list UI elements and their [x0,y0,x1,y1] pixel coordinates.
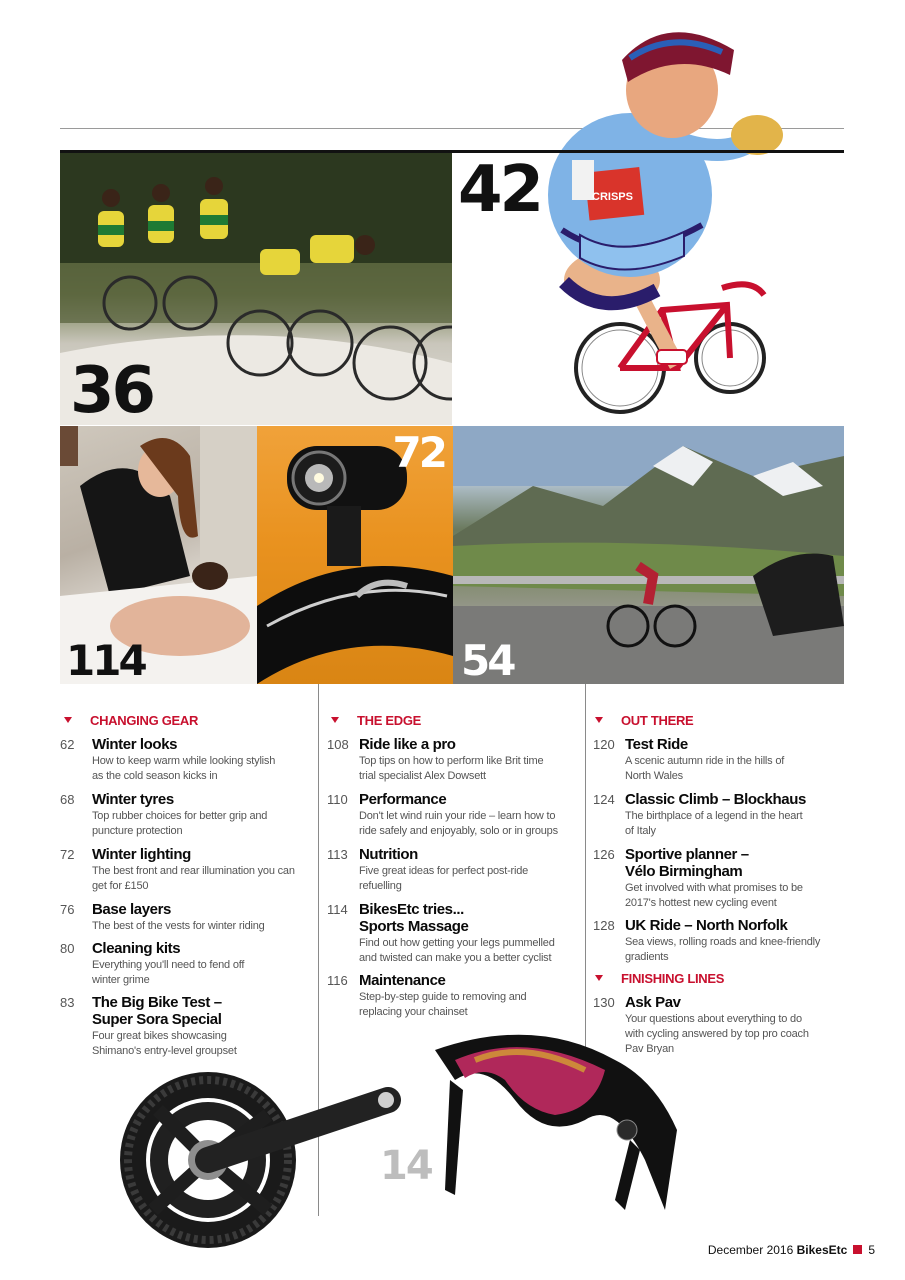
section-heading-out-there: OUT THERE [595,713,693,728]
page-footer [708,1243,875,1257]
photo-mountain-road [453,426,844,684]
entry-page-number: 110 [327,792,348,807]
entry-description: Pav Bryan [625,1043,674,1055]
page-number-54: 54 [461,636,514,684]
entry-description: replacing your chainset [359,1006,468,1018]
entry-description: Five great ideas for perfect post-ride [359,865,529,877]
entry-description: Get involved with what promises to be [625,882,803,894]
chainset-image [118,1060,408,1260]
entry-description: winter grime [92,974,150,986]
entry-description: A scenic autumn ride in the hills of [625,755,785,767]
photo-sports-massage [60,426,257,684]
crisps-label: CRISPS [592,191,633,203]
entry-title: Base layers [92,901,172,918]
entry-page-number: 113 [327,847,348,862]
entry-description: puncture protection [92,825,183,837]
entry-description: Your questions about everything to do [625,1013,802,1025]
entry-description: The best front and rear illumination you can [92,865,295,877]
entry-page-number: 62 [60,737,75,752]
entry-description: North Wales [625,770,683,782]
entry-description: of Italy [625,825,656,837]
entry-page-number: 128 [593,918,615,933]
entry-description: and twisted can make you a better cyclist [359,952,552,964]
entry-title-line2: Vélo Birmingham [625,863,743,880]
chainset-drawing [118,1060,408,1260]
entry-description: as the cold season kicks in [92,770,218,782]
sunglasses-drawing [415,1020,685,1225]
red-square-icon [853,1245,862,1254]
page-number-36: 36 [70,354,154,425]
entry-page-number: 68 [60,792,75,807]
entry-title: Winter lighting [92,846,191,863]
footer-page-number: 5 [868,1243,875,1257]
entry-title: Maintenance [359,972,446,989]
triangle-bullet-icon [331,717,339,723]
section-heading-finishing-lines: FINISHING LINES [595,971,724,986]
entry-description: 2017's hottest new cycling event [625,897,777,909]
entry-page-number: 120 [593,737,615,752]
entry-description: Top rubber choices for better grip and [92,810,268,822]
entry-description: Four great bikes showcasing [92,1030,227,1042]
entry-title: UK Ride – North Norfolk [625,917,788,934]
entry-title: Winter tyres [92,791,174,808]
entry-description: Everything you'll need to fend off [92,959,245,971]
entry-page-number: 126 [593,847,615,862]
page-number-72: 72 [392,428,445,477]
entry-description: with cycling answered by top pro coach [625,1028,809,1040]
entry-page-number: 72 [60,847,75,862]
entry-description: How to keep warm while looking stylish [92,755,276,767]
triangle-bullet-icon [64,717,72,723]
entry-title: Sportive planner – [625,846,749,863]
entry-description: Step-by-step guide to removing and [359,991,527,1003]
entry-description: ride safely and enjoyably, solo or in groups [359,825,558,837]
page-number-114: 114 [66,636,145,684]
entry-title: The Big Bike Test – [92,994,222,1011]
page-number-14: 14 [380,1143,432,1189]
entry-title: Classic Climb – Blockhaus [625,791,806,808]
entry-description: get for £150 [92,880,149,892]
section-heading-the-edge: THE EDGE [331,713,421,728]
entry-title: Ask Pav [625,994,681,1011]
section-heading-changing-gear: CHANGING GEAR [64,713,198,728]
entry-description: Don't let wind ruin your ride – learn how to [359,810,556,822]
cartoon-cyclist-illustration [452,20,844,425]
entry-page-number: 116 [327,973,348,988]
photo-bike-light [257,426,453,684]
entry-title: BikesEtc tries... [359,901,464,918]
entry-description: The birthplace of a legend in the heart [625,810,803,822]
entry-page-number: 124 [593,792,615,807]
entry-description: Sea views, rolling roads and knee-friendly [625,936,821,948]
entry-description: gradients [625,951,669,963]
entry-title: Winter looks [92,736,178,753]
photo-cyclists-stretching [60,153,452,425]
entry-title: Cleaning kits [92,940,181,957]
entry-description: trial specialist Alex Dowsett [359,770,486,782]
triangle-bullet-icon [595,975,603,981]
entry-description: Top tips on how to perform like Brit time [359,755,544,767]
entry-page-number: 114 [327,902,348,917]
entry-title: Nutrition [359,846,418,863]
entry-description: The best of the vests for winter riding [92,920,265,932]
footer-brand: BikesEtc [796,1243,848,1257]
triangle-bullet-icon [595,717,603,723]
entry-title-line2: Sports Massage [359,918,469,935]
entry-description: refuelling [359,880,402,892]
entry-description: Find out how getting your legs pummelled [359,937,555,949]
entry-title: Test Ride [625,736,688,753]
entry-description: Shimano's entry-level groupset [92,1045,237,1057]
entry-page-number: 80 [60,941,75,956]
page-number-42: 42 [458,153,542,227]
entry-title: Ride like a pro [359,736,456,753]
footer-date: December 2016 [707,1243,794,1257]
entry-page-number: 83 [60,995,75,1010]
entry-page-number: 130 [593,995,615,1010]
entry-page-number: 108 [327,737,349,752]
entry-title-line2: Super Sora Special [92,1011,222,1028]
entry-title: Performance [359,791,447,808]
entry-page-number: 76 [60,902,75,917]
sunglasses-image [415,1020,685,1225]
